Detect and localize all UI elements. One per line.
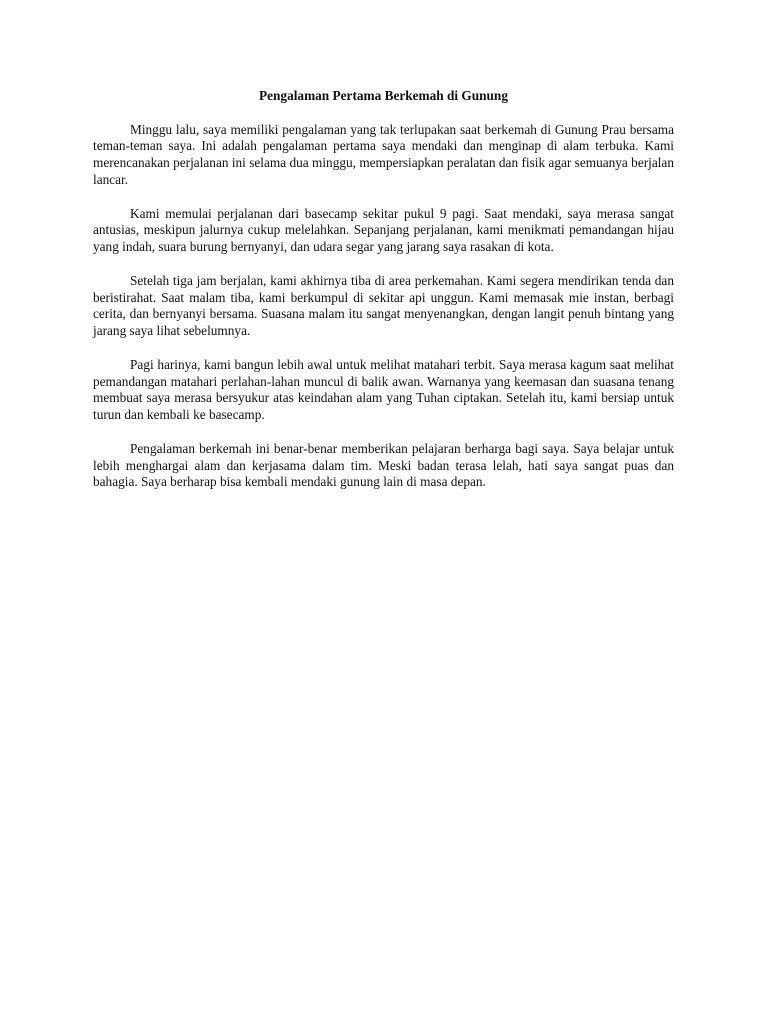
paragraph-4: Pagi harinya, kami bangun lebih awal untuk melihat matahari terbit. Saya merasa kagum saat melihat pemandangan matahari perlahan-lahan muncul di balik awan. Warnanya yang keemasan dan suasana tenang membuat saya merasa bersyukur atas keindahan alam yang Tuhan ciptakan. Setelah itu, kami bersiap untuk turun dan kembali ke basecamp. bbox=[93, 356, 674, 423]
document-title: Pengalaman Pertama Berkemah di Gunung bbox=[259, 88, 508, 103]
paragraph-3: Setelah tiga jam berjalan, kami akhirnya tiba di area perkemahan. Kami segera mendirikan tenda dan beristirahat. Saat malam tiba, kami berkumpul di sekitar api unggun. Kami memasak mie instan, berbagi cerita, dan bernyanyi bersama. Suasana malam itu sangat menyenangkan, dengan langit penuh bintang yang jarang saya lihat sebelumnya. bbox=[93, 272, 674, 339]
paragraph-1: Minggu lalu, saya memiliki pengalaman yang tak terlupakan saat berkemah di Gunung Prau bersama teman-teman saya. Ini adalah pengalaman pertama saya mendaki dan menginap di alam terbuka. Kami merencanakan perjalanan ini selama dua minggu, mempersiapkan peralatan dan fisik agar semuanya berjalan lancar. bbox=[93, 121, 674, 187]
paragraph-5: Pengalaman berkemah ini benar-benar memberikan pelajaran berharga bagi saya. Saya belajar untuk lebih menghargai alam dan kerjasama dalam tim. Meski badan terasa lelah, hati saya sangat puas dan bahagia. Saya berharap bisa kembali mendaki gunung lain di masa depan. bbox=[93, 440, 674, 490]
paragraph-2: Kami memulai perjalanan dari basecamp sekitar pukul 9 pagi. Saat mendaki, saya merasa sangat antusias, meskipun jalurnya cukup melelahkan. Sepanjang perjalanan, kami menikmati pemandangan hijau yang indah, suara burung bernyanyi, dan udara segar yang jarang saya rasakan di kota. bbox=[93, 205, 674, 255]
document-body bbox=[93, 88, 674, 508]
